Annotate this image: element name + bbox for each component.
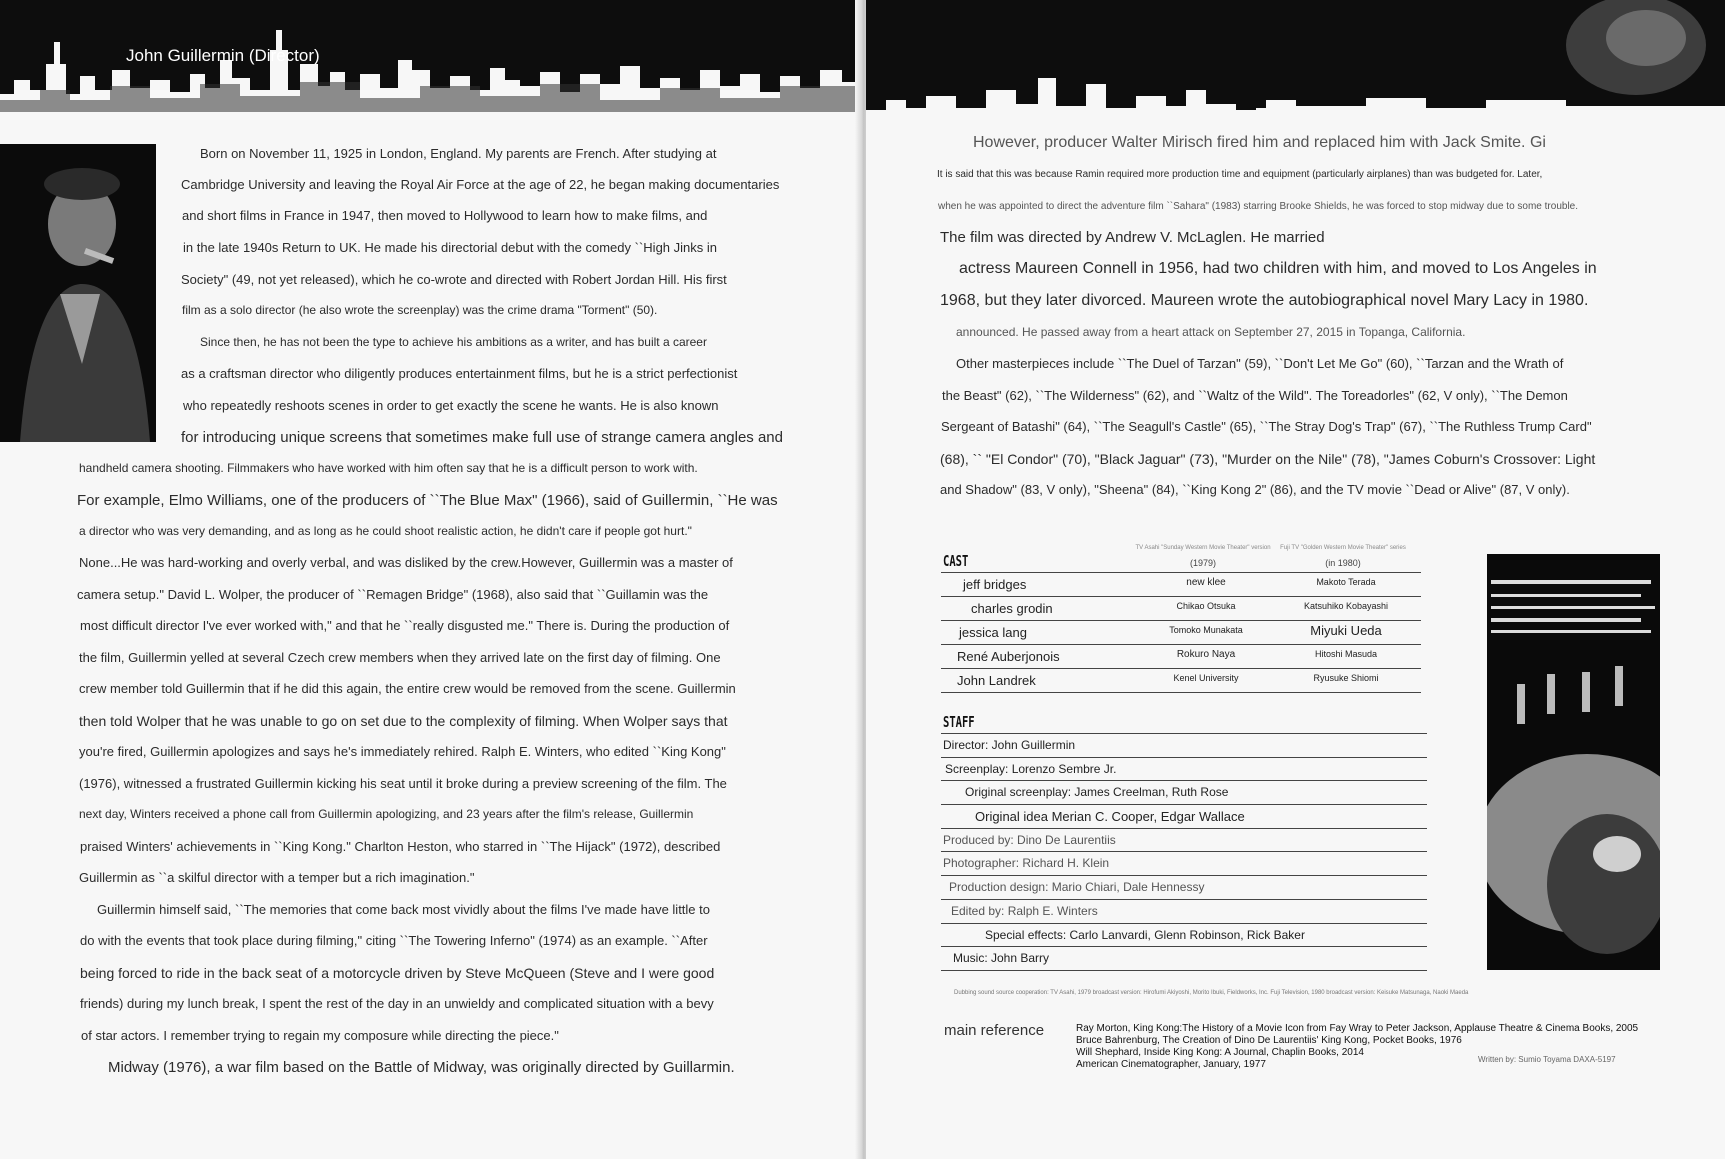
right-text-line: The film was directed by Andrew V. McLaglen. He married: [940, 229, 1325, 246]
cast-voice-1980: Makoto Terada: [1316, 577, 1376, 587]
right-page: [866, 0, 1725, 1159]
reference-item: Ray Morton, King Kong:The History of a Movie Icon from Fay Wray to Peter Jackson, Applause Theatre & Cinema Books, 2005: [1076, 1023, 1639, 1034]
cast-heading: CAST: [943, 552, 969, 570]
left-text-line: Guillermin himself said, ``The memories that come back most vividly about the films I've made have little to: [97, 902, 710, 917]
right-skyline-graphic: [866, 0, 1725, 118]
cast-actor: jeff bridges: [963, 577, 1027, 592]
left-text-line: do with the events that took place during filming," citing ``The Towering Inferno" (1974) as an example. ``After: [80, 933, 708, 948]
cast-col2-note: Fuji TV "Golden Western Movie Theater" series: [1280, 545, 1406, 551]
left-text-line: being forced to ride in the back seat of a motorcycle driven by Steve McQueen (Steve and I were good: [80, 965, 715, 981]
staff-row: [941, 805, 1427, 829]
cast-actor: John Landrek: [957, 673, 1036, 688]
left-text-line: then told Wolper that he was unable to go on set due to the complexity of filming. When Wolper says that: [79, 713, 728, 729]
left-text-line: Since then, he has not been the type to achieve his ambitions as a writer, and has built a career: [200, 335, 707, 349]
written-by-credit: Written by: Sumio Toyama DAXA-5197: [1478, 1055, 1616, 1064]
staff-row: [941, 781, 1427, 805]
cast-voice-1979: new klee: [1186, 577, 1226, 588]
staff-table: [941, 733, 1427, 971]
cast-row: [941, 669, 1421, 693]
right-text-line: and Shadow" (83, V only), "Sheena" (84), ``King Kong 2" (86), and the TV movie ``Dead or Alive" (87, V only).: [940, 482, 1570, 497]
cast-voice-1980: Miyuki Ueda: [1310, 623, 1382, 638]
staff-credit: Produced by: Dino De Laurentiis: [943, 832, 1116, 847]
left-text-line: handheld camera shooting. Filmmakers who have worked with him often say that he is a difficult person to work with.: [79, 461, 698, 475]
reference-item: American Cinematographer, January, 1977: [1076, 1059, 1266, 1070]
reference-label: main reference: [944, 1022, 1045, 1039]
staff-credit: Special effects: Carlo Lanvardi, Glenn Robinson, Rick Baker: [985, 927, 1305, 942]
right-text-line: Other masterpieces include ``The Duel of Tarzan" (59), ``Don't Let Me Go" (60), ``Tarzan and the Wrath of: [956, 356, 1564, 371]
cast-voice-1979: Chikao Otsuka: [1176, 601, 1236, 611]
left-text-line: most difficult director I've ever worked with," and that he ``really disgusted me." There is. During the production of: [80, 618, 730, 633]
right-text-line: 1968, but they later divorced. Maureen wrote the autobiographical novel Mary Lacy in 1980.: [940, 292, 1589, 309]
reference-item: Bruce Bahrenburg, The Creation of Dino De Laurentiis' King Kong, Pocket Books, 1976: [1076, 1035, 1462, 1046]
left-text-line: Guillermin as ``a skilful director with a temper but a rich imagination.": [79, 870, 475, 885]
cast-actor: charles grodin: [971, 601, 1053, 616]
left-text-line: camera setup." David L. Wolper, the producer of ``Remagen Bridge" (1968), also said that ``Guillamin was the: [77, 587, 709, 602]
left-text-line: film as a solo director (he also wrote the screenplay) was the crime drama "Torment" (50).: [182, 303, 658, 317]
staff-credit: Production design: Mario Chiari, Dale Hennessy: [949, 880, 1205, 895]
cast-col1-note: TV Asahi "Sunday Western Movie Theater" version: [1135, 545, 1271, 551]
cast-table: [941, 572, 1421, 693]
cast-voice-1980: Ryusuke Shiomi: [1313, 673, 1379, 683]
staff-row: [941, 734, 1427, 758]
cast-voice-1979: Rokuro Naya: [1176, 649, 1236, 660]
staff-row: [941, 900, 1427, 924]
staff-row: [941, 924, 1427, 948]
cast-col2-year: (in 1980): [1325, 558, 1361, 568]
left-text-line: who repeatedly reshoots scenes in order to get exactly the scene he wants. He is also known: [183, 398, 719, 413]
left-text-line: in the late 1940s Return to UK. He made his directorial debut with the comedy ``High Jinks in: [183, 240, 717, 255]
cast-actor: jessica lang: [959, 625, 1027, 640]
left-text-line: crew member told Guillermin that if he did this again, the entire crew would be removed from the scene. Guillermin: [79, 681, 736, 696]
staff-credit: Edited by: Ralph E. Winters: [951, 903, 1098, 918]
king-kong-scene-photo: [1487, 554, 1660, 970]
cast-voice-1980: Katsuhiko Kobayashi: [1303, 601, 1389, 611]
left-text-line: Born on November 11, 1925 in London, England. My parents are French. After studying at: [200, 146, 717, 161]
cast-row: [941, 621, 1421, 645]
left-page: [0, 0, 862, 1159]
left-text-line: Cambridge University and leaving the Royal Air Force at the age of 22, he began making documentaries: [181, 177, 780, 192]
left-text-line: None...He was hard-working and overly verbal, and was disliked by the crew.However, Guillermin was a master of: [79, 555, 733, 570]
cast-actor: René Auberjonois: [957, 649, 1060, 664]
left-text-line: praised Winters' achievements in ``King Kong." Charlton Heston, who starred in ``The Hijack" (1972), described: [80, 839, 721, 854]
left-text-line: the film, Guillermin yelled at several Czech crew members when they arrived late on the first day of filming. One: [79, 650, 721, 665]
director-title: John Guillermin (Director): [126, 46, 320, 65]
staff-heading: STAFF: [943, 713, 975, 731]
cast-voice-1980: Hitoshi Masuda: [1314, 649, 1378, 659]
right-skyline-banner: [866, 0, 1725, 118]
director-portrait-photo: [0, 144, 156, 442]
right-text-line: actress Maureen Connell in 1956, had two children with him, and moved to Los Angeles in: [959, 260, 1597, 277]
staff-credit: Original idea Merian C. Cooper, Edgar Wallace: [975, 809, 1245, 825]
cast-voice-1979: Kenel University: [1173, 673, 1239, 683]
staff-credit: Director: John Guillermin: [943, 738, 1076, 752]
staff-row: [941, 758, 1427, 782]
left-text-line: next day, Winters received a phone call from Guillermin apologizing, and 23 years after the film's release, Guillermin: [79, 807, 694, 821]
right-text-line: It is said that this was because Ramin required more production time and equipment (particularly airplanes) than was budgeted for. Later,: [937, 169, 1543, 180]
dubbing-note: Dubbing sound source cooperation: TV Asahi, 1979 broadcast version: Hirofumi Akiyoshi, Morito Ibuki, Fieldworks, Inc. Fuji Television, 1980 broadcast version: Keisuke Matsunaga, Naoki Maeda: [954, 990, 1469, 996]
staff-row: [941, 947, 1427, 971]
left-text-line: Midway (1976), a war film based on the Battle of Midway, was originally directed by Guillarmin.: [108, 1059, 735, 1076]
right-text-line: (68), `` "El Condor" (70), "Black Jaguar" (73), "Murder on the Nile" (78), "James Coburn's Crossover: Light: [940, 451, 1596, 467]
staff-row: [941, 829, 1427, 853]
cast-col1-year: (1979): [1189, 558, 1216, 568]
left-text-line: of star actors. I remember trying to regain my composure while directing the piece.": [81, 1028, 559, 1043]
left-text-line: a director who was very demanding, and as long as he could shoot realistic action, he didn't care if people got hurt.": [79, 524, 692, 538]
left-text-line: Society" (49, not yet released), which he co-wrote and directed with Robert Jordan Hill. His first: [181, 272, 727, 287]
cast-row: [941, 597, 1421, 621]
staff-row: [941, 876, 1427, 900]
staff-credit: Music: John Barry: [953, 951, 1050, 966]
left-text-line: (1976), witnessed a frustrated Guillermin kicking his seat until it broke during a preview screening of the film. The: [79, 776, 727, 791]
cast-voice-1979: Tomoko Munakata: [1169, 625, 1243, 635]
staff-row: [941, 852, 1427, 876]
right-text-line: announced. He passed away from a heart attack on September 27, 2015 in Topanga, California.: [956, 325, 1466, 339]
staff-credit: Original screenplay: James Creelman, Ruth Rose: [965, 785, 1229, 800]
staff-credit: Photographer: Richard H. Klein: [943, 856, 1110, 871]
reference-item: Will Shephard, Inside King Kong: A Journal, Chaplin Books, 2014: [1076, 1047, 1364, 1058]
left-text-line: as a craftsman director who diligently produces entertainment films, but he is a strict perfectionist: [181, 366, 738, 381]
left-text-line: for introducing unique screens that sometimes make full use of strange camera angles and: [181, 429, 783, 446]
cast-row: [941, 573, 1421, 597]
left-text-line: friends) during my lunch break, I spent the rest of the day in an unwieldy and complicated situation with a bevy: [80, 996, 714, 1011]
right-text-line: However, producer Walter Mirisch fired him and replaced him with Jack Smite. Gi: [973, 134, 1546, 151]
left-text-line: For example, Elmo Williams, one of the producers of ``The Blue Max" (1966), said of Guillermin, ``He was: [77, 492, 778, 509]
left-text-line: and short films in France in 1947, then moved to Hollywood to learn how to make films, and: [182, 208, 708, 223]
right-text-line: the Beast" (62), ``The Wilderness" (62), and ``Waltz of the Wild". The Toreadorles" (62, V only), ``The Demon: [942, 388, 1568, 403]
left-text-line: you're fired, Guillermin apologizes and says he's immediately rehired. Ralph E. Winters, who edited ``King Kong": [79, 744, 726, 759]
right-text-line: when he was appointed to direct the adventure film ``Sahara" (1983) starring Brooke Shields, he was forced to stop midway due to some trouble.: [938, 201, 1579, 212]
cast-row: [941, 645, 1421, 669]
staff-credit: Screenplay: Lorenzo Sembre Jr.: [945, 761, 1117, 776]
right-text-line: Sergeant of Batashi" (64), ``The Seagull's Castle" (65), ``The Stray Dog's Trap" (67), ``The Ruthless Trump Card": [941, 419, 1592, 434]
